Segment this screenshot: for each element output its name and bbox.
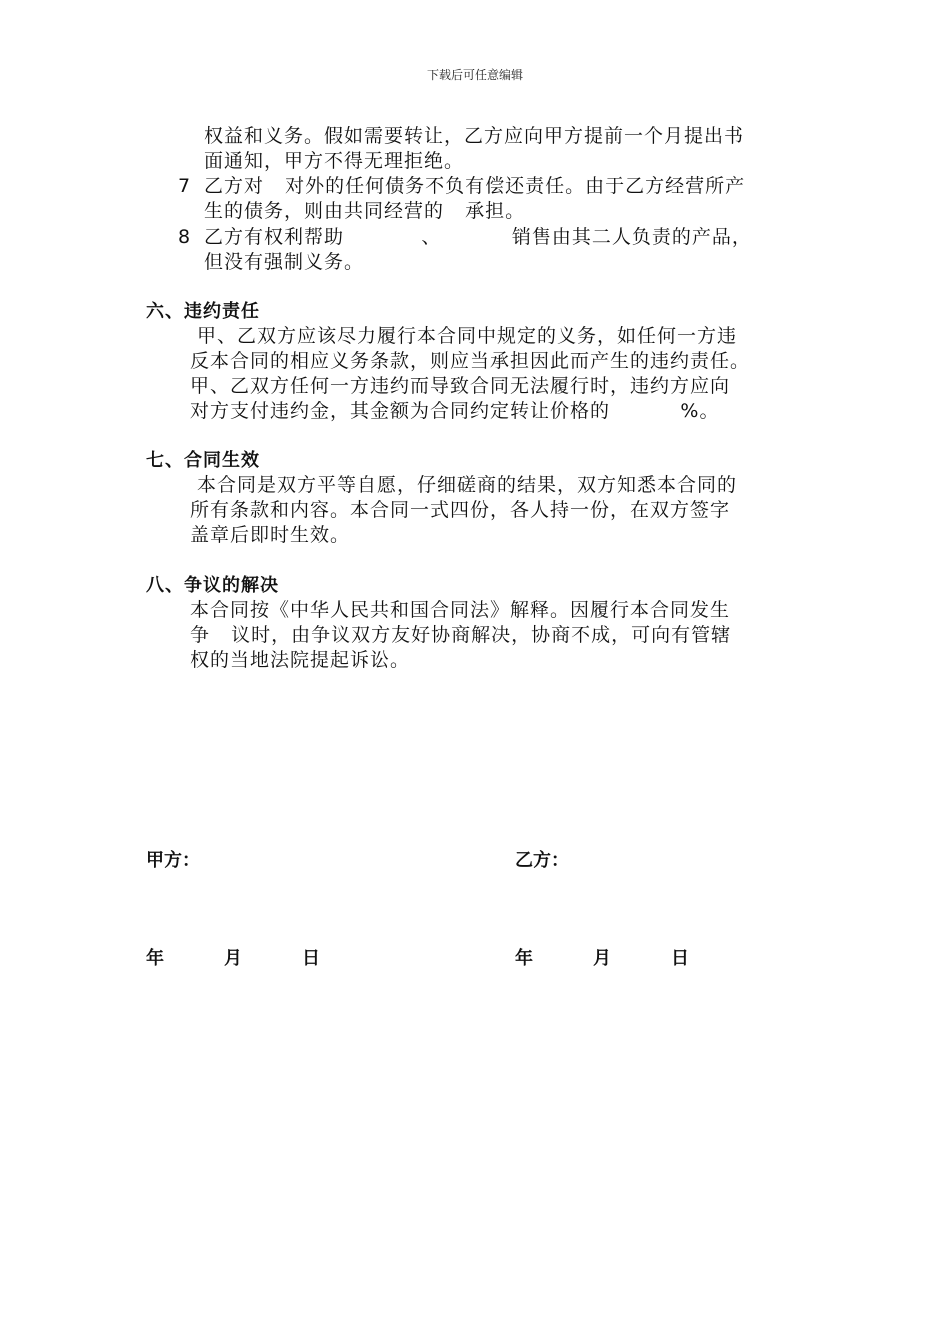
section6-line-3: 甲、乙双方任何一方违约而导致合同无法履行时，违约方应向 bbox=[190, 375, 731, 397]
item7-number: 7 bbox=[178, 175, 191, 197]
section8-line-2: 争 议时，由争议双方友好协商解决，协商不成，可向有管辖 bbox=[190, 624, 732, 646]
section6-line-1: 甲、乙双方应该尽力履行本合同中规定的义务，如任何一方违 bbox=[190, 325, 738, 347]
item8-line-2: 但没有强制义务。 bbox=[204, 251, 365, 273]
page-header: 下载后可任意编辑 bbox=[426, 68, 523, 82]
party-a-year: 年 bbox=[146, 948, 164, 969]
item8-number: 8 bbox=[178, 226, 191, 248]
party-a-month: 月 bbox=[224, 948, 242, 969]
section6-heading: 六、违约责任 bbox=[146, 301, 260, 322]
party-b-month: 月 bbox=[593, 948, 611, 969]
section8-line-1: 本合同按《中华人民共和国合同法》解释。因履行本合同发生 bbox=[190, 599, 731, 621]
party-b-label: 乙方： bbox=[515, 850, 569, 871]
item6-line-2: 面通知，甲方不得无理拒绝。 bbox=[204, 150, 465, 172]
section7-line-3: 盖章后即时生效。 bbox=[190, 524, 351, 546]
party-b-year: 年 bbox=[515, 948, 533, 969]
party-a-day: 日 bbox=[302, 948, 320, 969]
section8-heading: 八、争议的解决 bbox=[146, 575, 279, 596]
item7-line-1: 乙方对 对外的任何债务不负有偿还责任。由于乙方经营所产 bbox=[204, 175, 746, 197]
item8-line-1: 乙方有权利帮助 、 销售由其二人负责的产品， bbox=[204, 226, 752, 248]
party-a-label: 甲方： bbox=[146, 850, 200, 871]
party-b-day: 日 bbox=[671, 948, 689, 969]
section6-line-2: 反本合同的相应义务条款，则应当承担因此而产生的违约责任。 bbox=[190, 350, 751, 372]
item7-line-2: 生的债务，则由共同经营的 承担。 bbox=[204, 200, 526, 222]
item6-line-1: 权益和义务。假如需要转让，乙方应向甲方提前一个月提出书 bbox=[204, 125, 745, 147]
section6-line-4: 对方支付违约金，其金额为合同约定转让价格的 %。 bbox=[190, 400, 720, 422]
section7-line-2: 所有条款和内容。本合同一式四份，各人持一份，在双方签字 bbox=[190, 499, 731, 521]
section7-line-1: 本合同是双方平等自愿，仔细磋商的结果，双方知悉本合同的 bbox=[190, 474, 738, 496]
section7-heading: 七、合同生效 bbox=[146, 450, 260, 471]
section8-line-3: 权的当地法院提起诉讼。 bbox=[190, 649, 411, 671]
